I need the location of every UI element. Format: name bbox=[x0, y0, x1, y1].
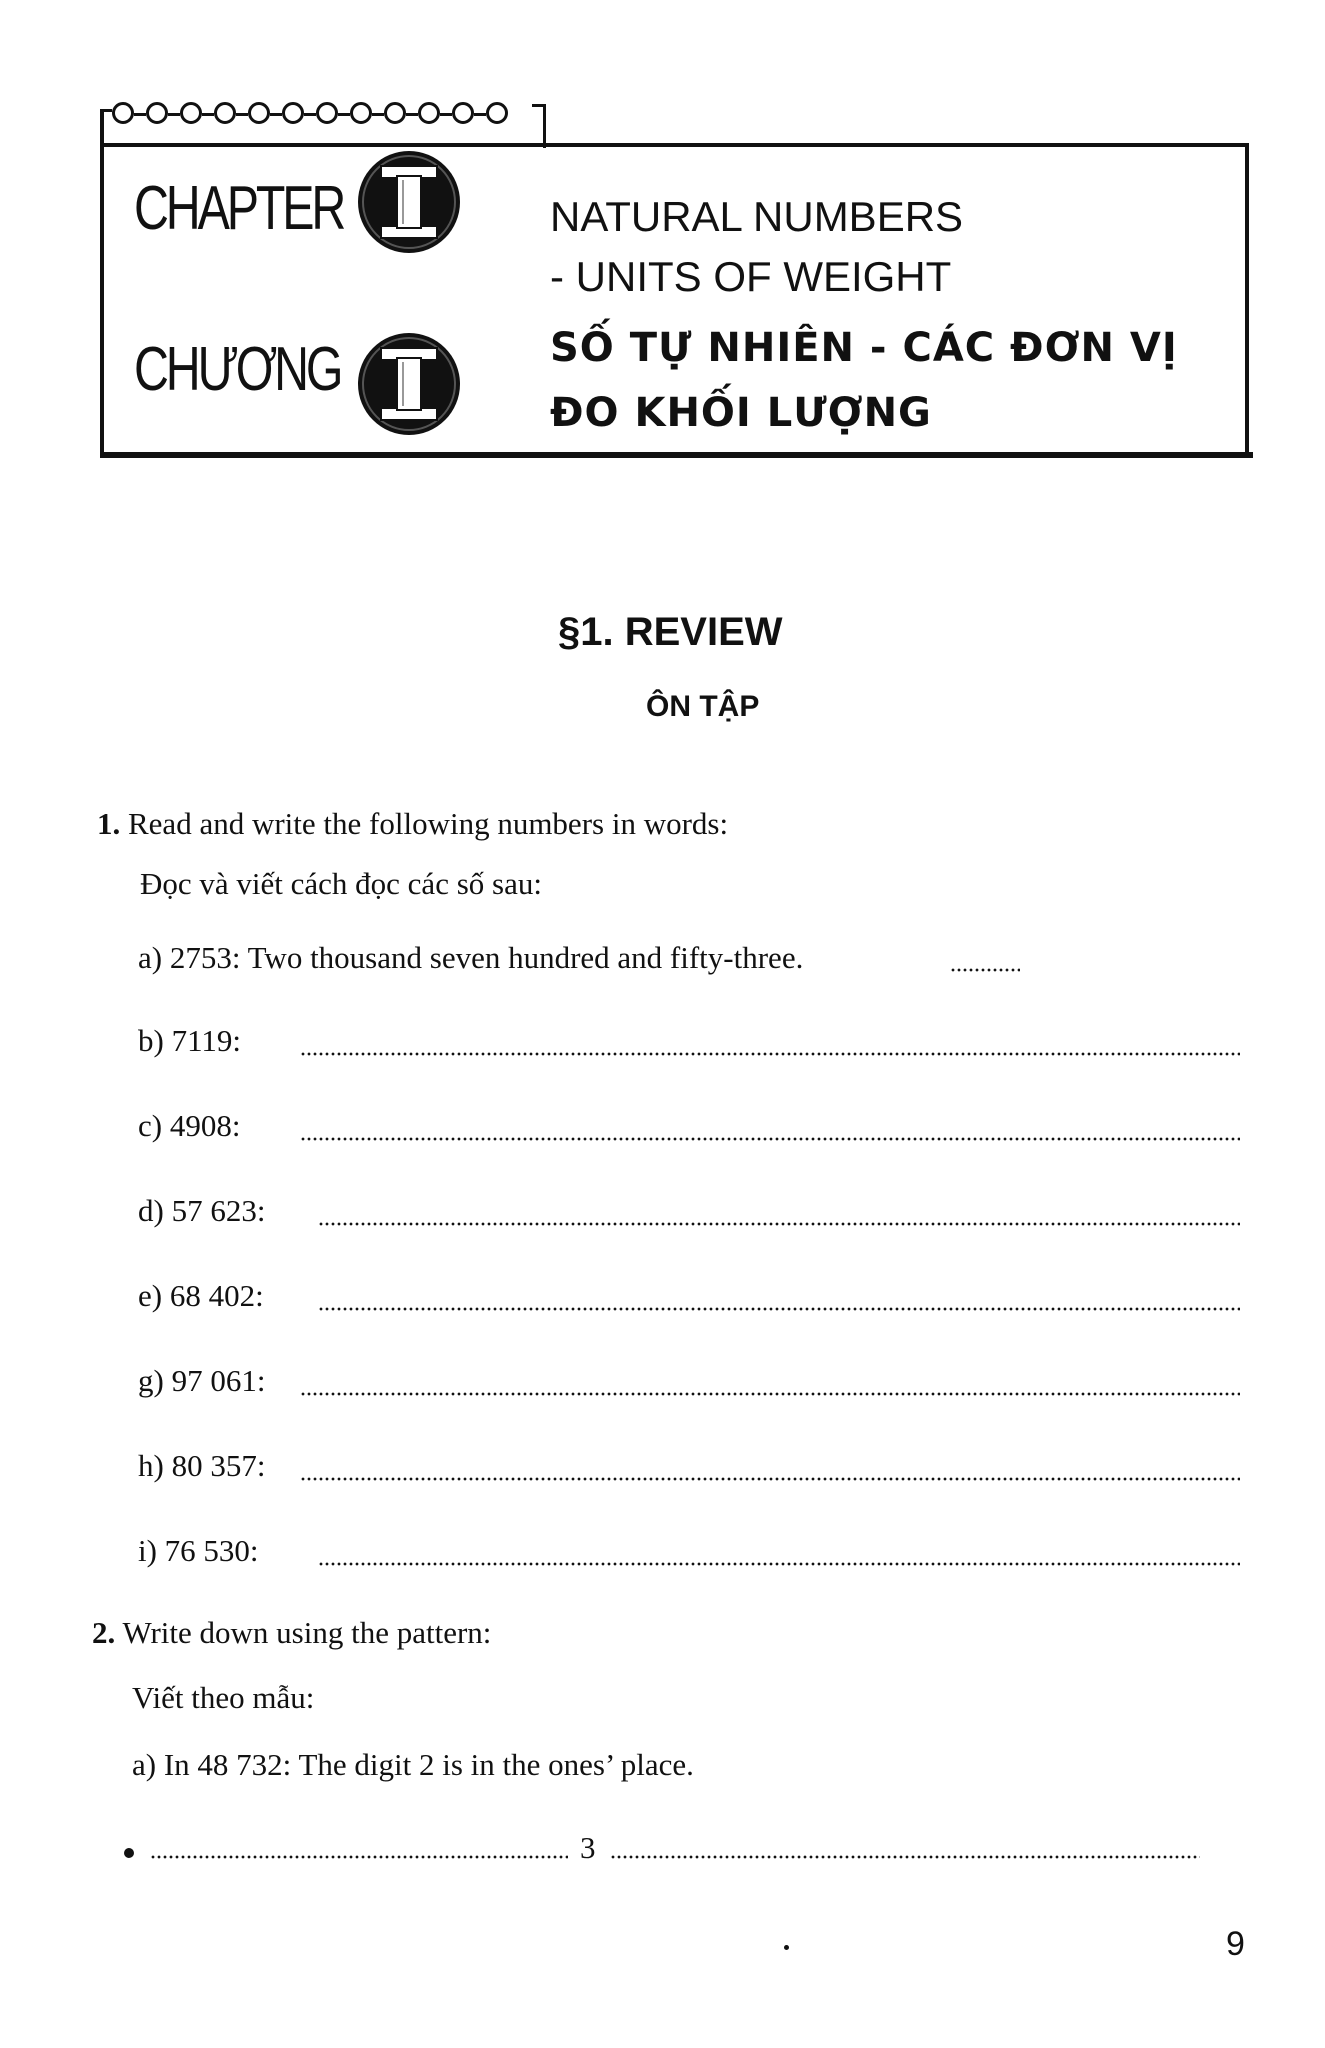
chapter-label-vn: CHƯƠNG bbox=[134, 335, 341, 404]
exercise1-item-c-label: c) 4908: bbox=[138, 1108, 241, 1143]
roman-numeral-badge-icon bbox=[355, 148, 463, 256]
binding-rings bbox=[112, 96, 520, 130]
binding-ring-icon bbox=[180, 102, 202, 124]
answer-line-bullet-2[interactable] bbox=[610, 1855, 1200, 1859]
answer-line-b[interactable] bbox=[300, 1052, 1240, 1056]
exercise2-number: 2. bbox=[92, 1615, 116, 1650]
section-title: §1. REVIEW bbox=[558, 610, 783, 654]
binding-ring-icon bbox=[316, 102, 338, 124]
stray-mark bbox=[784, 1945, 789, 1950]
binding-ring-icon bbox=[452, 102, 474, 124]
binding-lead bbox=[100, 109, 112, 147]
exercise2-instruction-en-text: Write down using the pattern: bbox=[122, 1615, 492, 1650]
exercise1-instruction-vn: Đọc và viết cách đọc các số sau: bbox=[140, 866, 542, 901]
binding-ring-icon bbox=[214, 102, 236, 124]
exercise2-instruction-vn: Viết theo mẫu: bbox=[132, 1680, 315, 1715]
chapter-label-en: CHAPTER bbox=[134, 174, 344, 243]
exercise1-item-e-label: e) 68 402: bbox=[138, 1278, 264, 1313]
binding-ring-icon bbox=[282, 102, 304, 124]
exercise2-instruction-en bbox=[92, 1615, 491, 1651]
exercise1-instruction-en-text: Read and write the following numbers in words: bbox=[128, 806, 729, 841]
exercise1-item-a bbox=[138, 940, 803, 976]
answer-line-i[interactable] bbox=[318, 1562, 1240, 1566]
chapter-title-en-line1: NATURAL NUMBERS bbox=[550, 193, 964, 240]
answer-line-e[interactable] bbox=[318, 1307, 1240, 1311]
binding-ring-icon bbox=[146, 102, 168, 124]
exercise1-instruction-en bbox=[97, 806, 728, 842]
section-subtitle: ÔN TẬP bbox=[646, 690, 760, 723]
exercise1-number: 1. bbox=[97, 806, 121, 841]
binding-ring-icon bbox=[112, 102, 134, 124]
answer-line-c[interactable] bbox=[300, 1137, 1240, 1141]
bullet-digit: 3 bbox=[580, 1830, 596, 1865]
roman-numeral-badge-icon bbox=[355, 330, 463, 438]
binding-ring-icon bbox=[418, 102, 440, 124]
answer-line-d[interactable] bbox=[318, 1222, 1240, 1226]
binding-ring-icon bbox=[384, 102, 406, 124]
binding-ring-icon bbox=[248, 102, 270, 124]
answer-line-g[interactable] bbox=[300, 1392, 1240, 1396]
answer-line-h[interactable] bbox=[300, 1477, 1240, 1481]
page-number: 9 bbox=[1226, 1925, 1245, 1963]
exercise1-item-d-label: d) 57 623: bbox=[138, 1193, 266, 1228]
chapter-header-shadow bbox=[100, 452, 1253, 458]
exercise2-example: a) In 48 732: The digit 2 is in the ones’ place. bbox=[132, 1747, 694, 1782]
chapter-title-vn-line1: SỐ TỰ NHIÊN - CÁC ĐƠN VỊ bbox=[550, 325, 1178, 371]
item-answer: Two thousand seven hundred and fifty-three. bbox=[247, 940, 804, 975]
binding-ring-icon bbox=[350, 102, 372, 124]
roman-numeral-text: I bbox=[355, 148, 356, 149]
answer-line-bullet-1[interactable] bbox=[150, 1855, 568, 1859]
chapter-title-en-line2: - UNITS OF WEIGHT bbox=[550, 253, 952, 300]
exercise1-item-h-label: h) 80 357: bbox=[138, 1448, 266, 1483]
bullet-icon bbox=[124, 1848, 134, 1858]
exercise1-item-b-label: b) 7119: bbox=[138, 1023, 242, 1058]
exercise1-item-g-label: g) 97 061: bbox=[138, 1363, 266, 1398]
answer-line bbox=[950, 968, 1020, 972]
binding-ring-icon bbox=[486, 102, 508, 124]
binding-hook bbox=[532, 104, 546, 148]
chapter-title-vn-line2: ĐO KHỐI LƯỢNG bbox=[550, 390, 932, 436]
item-label: a) 2753: bbox=[138, 940, 241, 975]
exercise1-item-i-label: i) 76 530: bbox=[138, 1533, 259, 1568]
